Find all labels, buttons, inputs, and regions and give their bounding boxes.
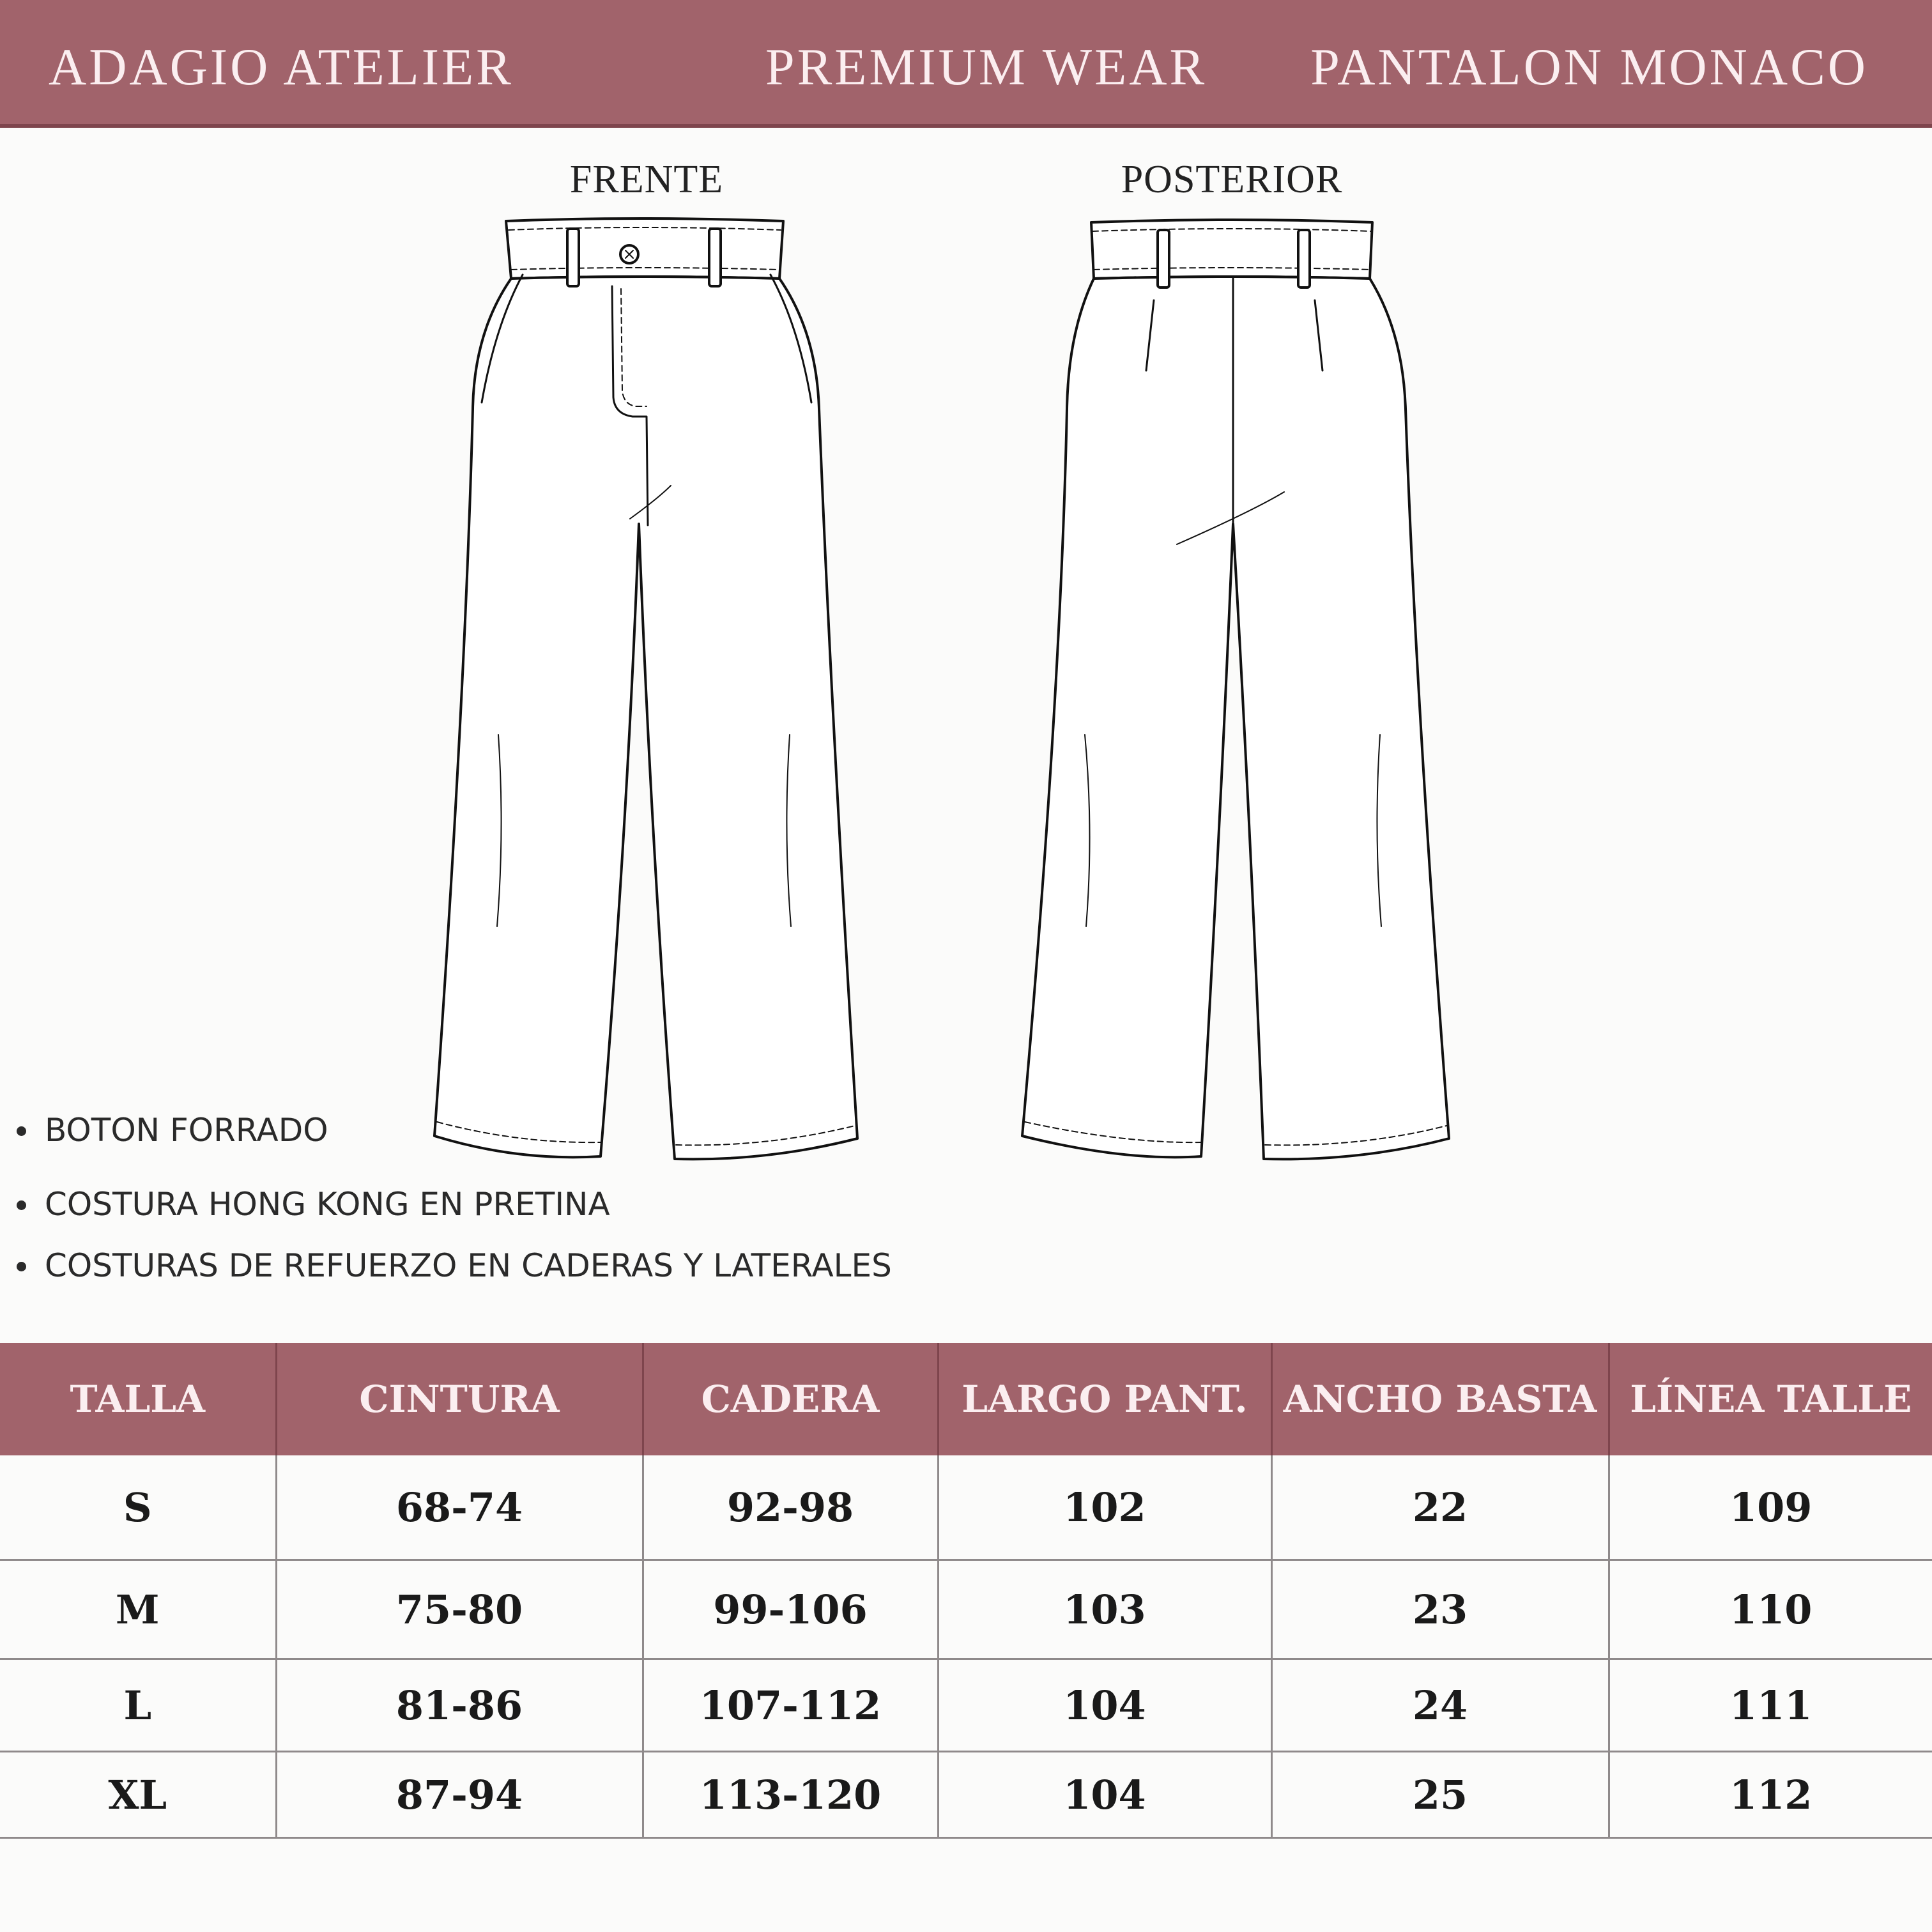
- back-pants-drawing: [1022, 220, 1449, 1159]
- waistline-cell: 112: [1609, 1752, 1932, 1838]
- bullet-icon: [17, 1126, 26, 1136]
- hem-width-cell: 23: [1271, 1560, 1609, 1659]
- waist-cell: 68-74: [276, 1455, 643, 1560]
- size-table: [0, 1343, 1932, 1839]
- column-header-linea-talle: LÍNEA TALLE: [1609, 1343, 1932, 1455]
- size-cell: M: [0, 1560, 276, 1659]
- hip-cell: 92-98: [643, 1455, 938, 1560]
- feature-item: [12, 1247, 892, 1284]
- size-cell: XL: [0, 1752, 276, 1838]
- feature-text: COSTURA HONG KONG EN PRETINA: [45, 1186, 610, 1223]
- hem-width-cell: 22: [1271, 1455, 1609, 1560]
- size-cell: L: [0, 1659, 276, 1752]
- hem-width-cell: 24: [1271, 1659, 1609, 1752]
- table-row: [0, 1455, 1932, 1560]
- waistline-cell: 110: [1609, 1560, 1932, 1659]
- table-row: [0, 1560, 1932, 1659]
- hem-width-cell: 25: [1271, 1752, 1609, 1838]
- size-table-header-row: [0, 1343, 1932, 1455]
- front-view-label: FRENTE: [569, 158, 724, 201]
- feature-text: COSTURAS DE REFUERZO EN CADERAS Y LATERALES: [45, 1247, 892, 1284]
- product-line: PREMIUM WEAR: [765, 38, 1208, 96]
- waist-cell: 75-80: [276, 1560, 643, 1659]
- back-view-label: POSTERIOR: [1121, 158, 1343, 201]
- column-header-cintura: CINTURA: [276, 1343, 643, 1455]
- waistline-cell: 109: [1609, 1455, 1932, 1560]
- product-name: PANTALON MONACO: [1310, 38, 1868, 96]
- size-cell: S: [0, 1455, 276, 1560]
- length-cell: 104: [938, 1659, 1271, 1752]
- length-cell: 104: [938, 1752, 1271, 1838]
- waistline-cell: 111: [1609, 1659, 1932, 1752]
- hip-cell: 113-120: [643, 1752, 938, 1838]
- back-pants-outline: [1022, 277, 1449, 1159]
- feature-item: [12, 1112, 892, 1149]
- column-header-ancho-basta: ANCHO BASTA: [1271, 1343, 1609, 1455]
- waist-cell: 87-94: [276, 1752, 643, 1838]
- length-cell: 102: [938, 1455, 1271, 1560]
- column-header-cadera: CADERA: [643, 1343, 938, 1455]
- table-row: [0, 1659, 1932, 1752]
- feature-text: BOTON FORRADO: [45, 1112, 328, 1149]
- front-pants-drawing: [434, 218, 857, 1159]
- front-pants-outline: [434, 277, 857, 1159]
- length-cell: 103: [938, 1560, 1271, 1659]
- column-header-largo-pant: LARGO PANT.: [938, 1343, 1271, 1455]
- column-header-talla: TALLA: [0, 1343, 276, 1455]
- bullet-icon: [17, 1262, 26, 1271]
- waist-cell: 81-86: [276, 1659, 643, 1752]
- brand-name: ADAGIO ATELIER: [49, 38, 514, 96]
- table-row: [0, 1752, 1932, 1838]
- bullet-icon: [17, 1200, 26, 1210]
- feature-list: [12, 1112, 892, 1284]
- hip-cell: 107-112: [643, 1659, 938, 1752]
- hip-cell: 99-106: [643, 1560, 938, 1659]
- feature-item: [12, 1186, 892, 1223]
